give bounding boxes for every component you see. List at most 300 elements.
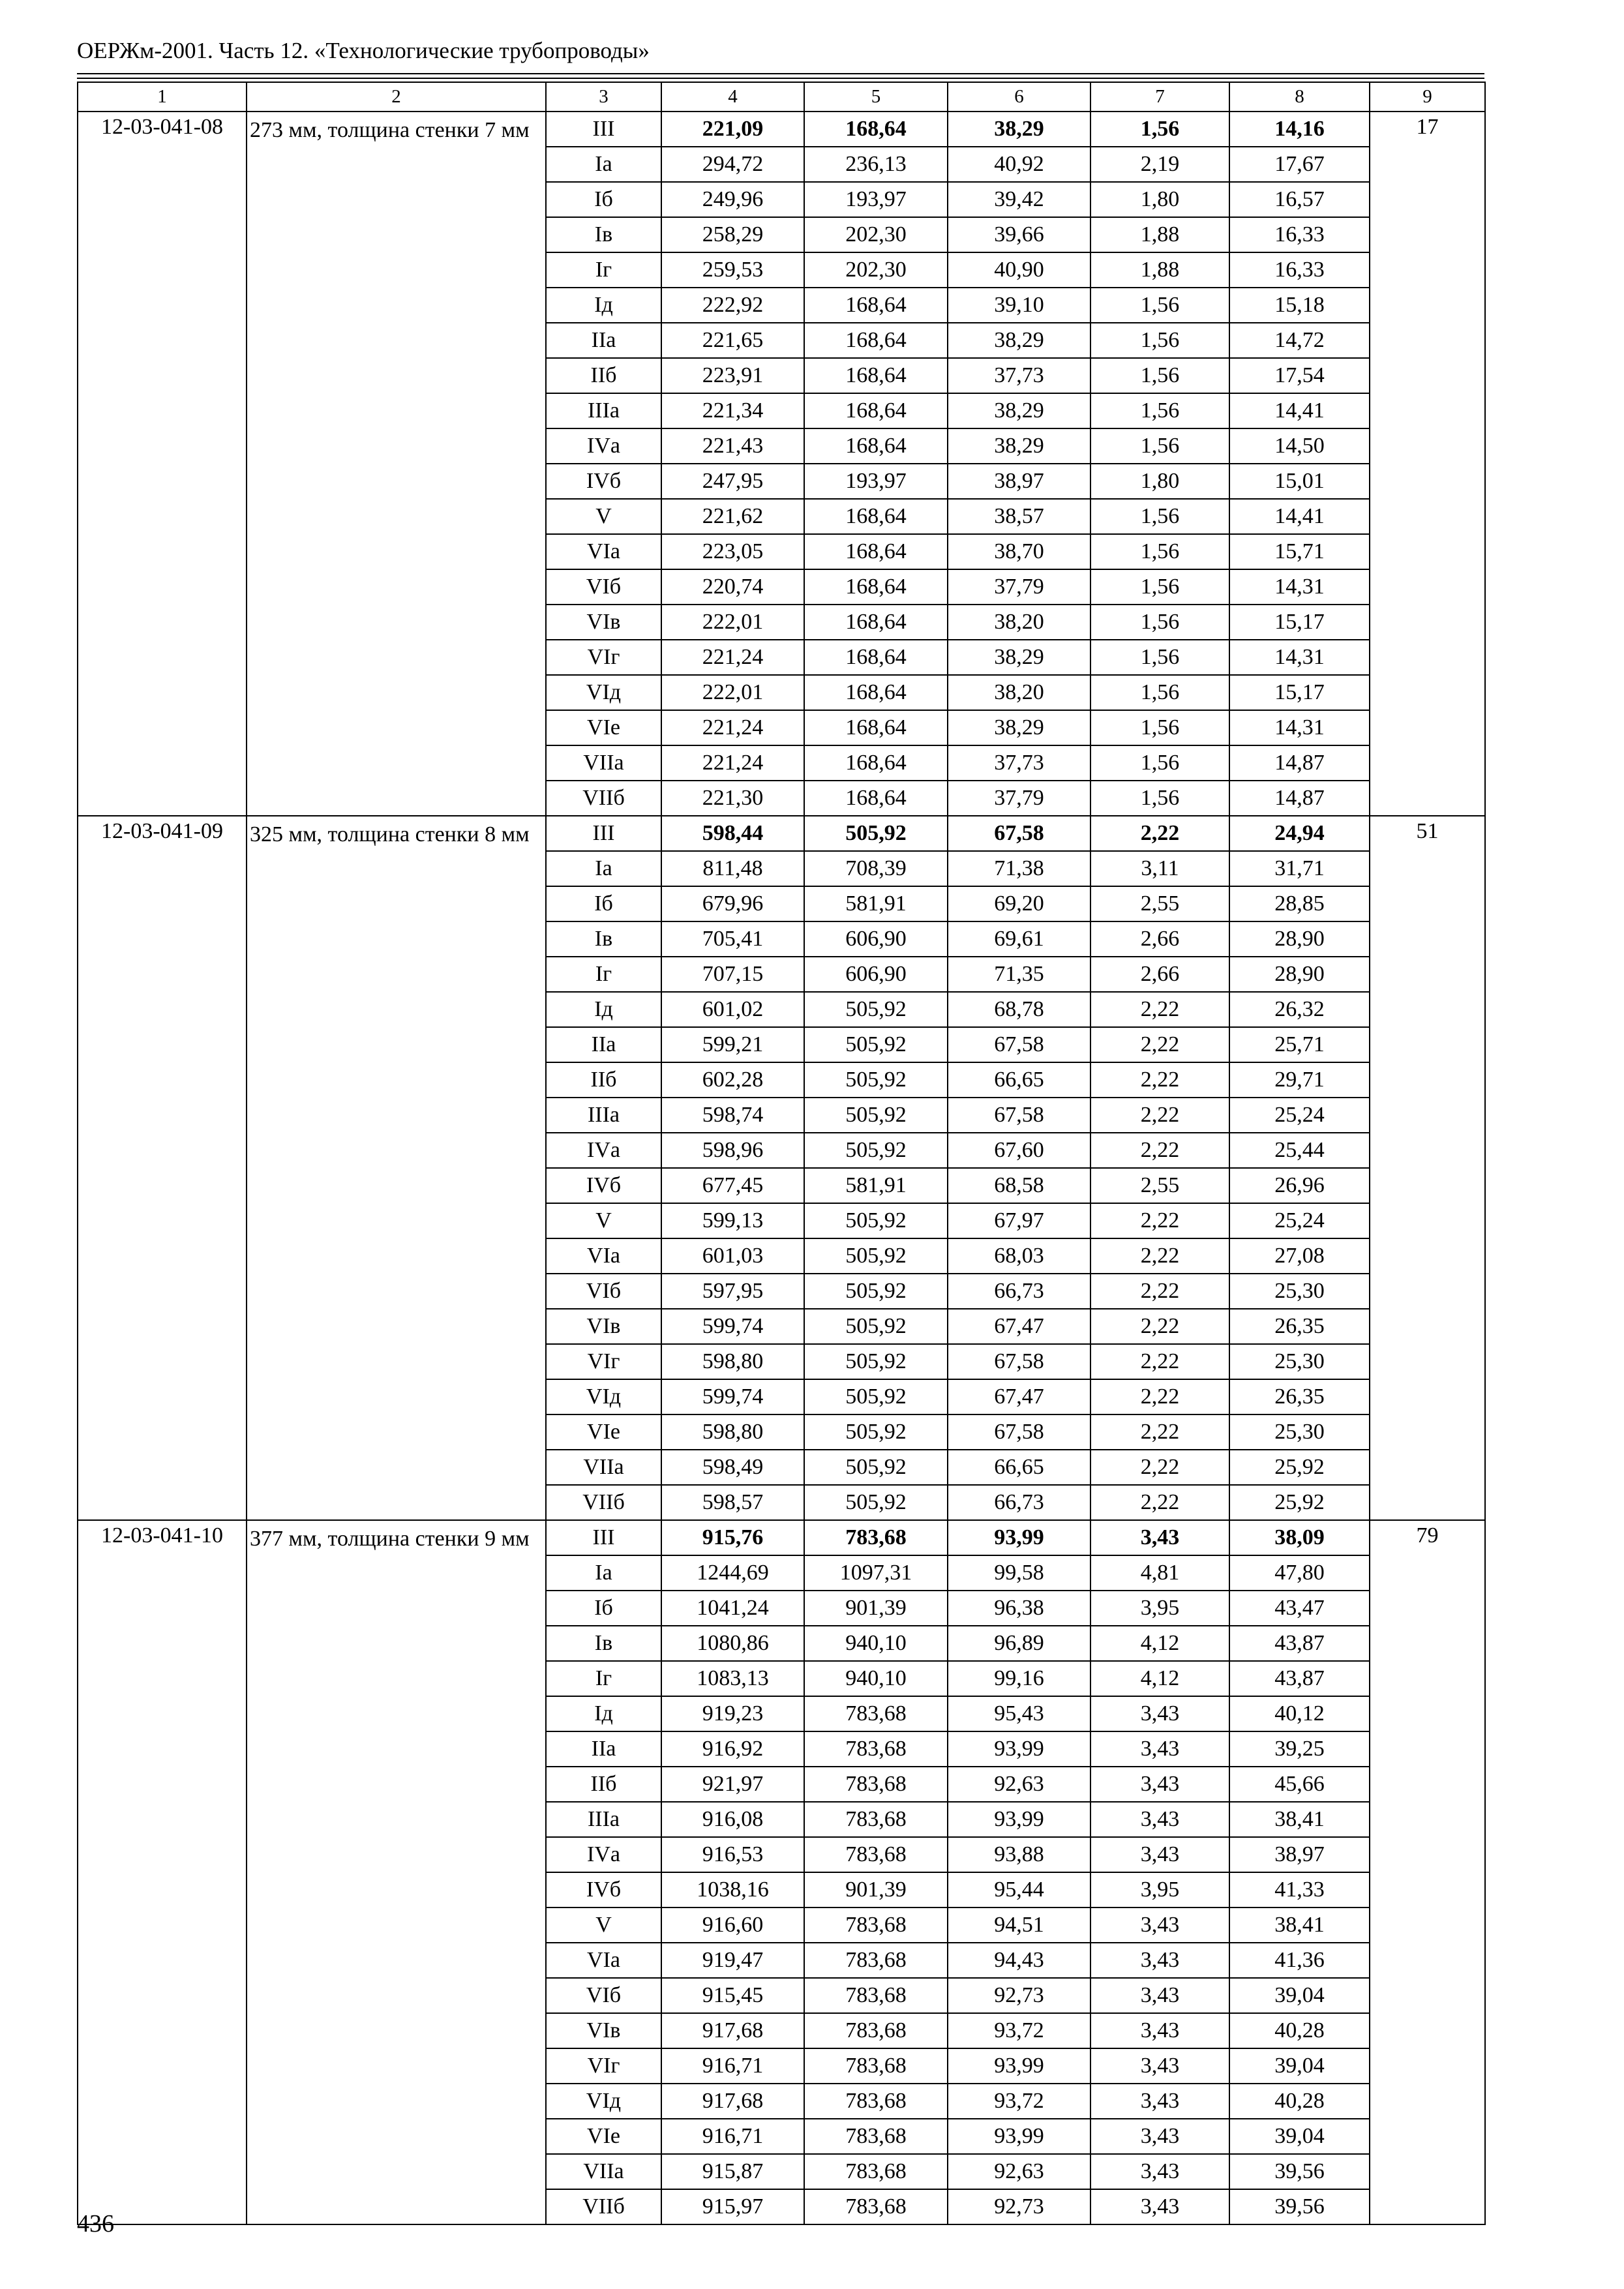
value-cell: 168,64 (804, 393, 948, 428)
value-cell: 39,56 (1229, 2154, 1370, 2189)
value-cell: 247,95 (661, 464, 804, 499)
value-cell: 783,68 (804, 1767, 948, 1802)
value-cell: 25,30 (1229, 1274, 1370, 1309)
value-cell: 67,58 (948, 1344, 1090, 1379)
value-cell: 3,43 (1090, 1767, 1229, 1802)
value-cell: 67,47 (948, 1379, 1090, 1414)
value-cell: 581,91 (804, 886, 948, 921)
value-cell: 1,56 (1090, 640, 1229, 675)
value-cell: 96,38 (948, 1591, 1090, 1626)
value-cell: 93,99 (948, 1520, 1090, 1555)
header-rule-bottom (77, 78, 1484, 79)
column-header: 9 (1370, 82, 1485, 112)
value-cell: 17,54 (1229, 358, 1370, 393)
value-cell: 2,22 (1090, 1274, 1229, 1309)
zone-cell: VIе (546, 2119, 661, 2154)
value-cell: 1,56 (1090, 534, 1229, 569)
value-cell: 3,43 (1090, 1802, 1229, 1837)
zone-cell: Iв (546, 921, 661, 957)
value-cell: 916,53 (661, 1837, 804, 1872)
value-cell: 598,49 (661, 1450, 804, 1485)
value-cell: 599,13 (661, 1203, 804, 1238)
rate-code: 12-03-041-10 (78, 1520, 247, 2224)
value-cell: 38,29 (948, 393, 1090, 428)
value-cell: 783,68 (804, 1837, 948, 1872)
value-cell: 39,10 (948, 288, 1090, 323)
value-cell: 40,90 (948, 252, 1090, 288)
value-cell: 915,76 (661, 1520, 804, 1555)
value-cell: 69,61 (948, 921, 1090, 957)
value-cell: 43,87 (1229, 1626, 1370, 1661)
value-cell: 221,24 (661, 710, 804, 745)
value-cell: 14,87 (1229, 745, 1370, 781)
value-cell: 259,53 (661, 252, 804, 288)
value-cell: 39,04 (1229, 1978, 1370, 2013)
quantity-cell: 17 (1370, 112, 1485, 816)
value-cell: 38,29 (948, 710, 1090, 745)
value-cell: 93,99 (948, 1731, 1090, 1767)
value-cell: 598,57 (661, 1485, 804, 1520)
value-cell: 16,33 (1229, 217, 1370, 252)
zone-cell: IVб (546, 464, 661, 499)
value-cell: 1,56 (1090, 499, 1229, 534)
column-header: 5 (804, 82, 948, 112)
value-cell: 940,10 (804, 1626, 948, 1661)
zone-cell: VIе (546, 1414, 661, 1450)
zone-cell: Iд (546, 288, 661, 323)
value-cell: 505,92 (804, 1027, 948, 1062)
value-cell: 99,16 (948, 1661, 1090, 1696)
value-cell: 221,62 (661, 499, 804, 534)
value-cell: 783,68 (804, 1978, 948, 2013)
value-cell: 25,30 (1229, 1414, 1370, 1450)
value-cell: 221,24 (661, 640, 804, 675)
rate-code: 12-03-041-08 (78, 112, 247, 816)
value-cell: 3,11 (1090, 851, 1229, 886)
zone-cell: VIв (546, 1309, 661, 1344)
value-cell: 71,38 (948, 851, 1090, 886)
zone-cell: VIв (546, 605, 661, 640)
zone-cell: VIIа (546, 1450, 661, 1485)
zone-cell: IIIа (546, 393, 661, 428)
value-cell: 69,20 (948, 886, 1090, 921)
value-cell: 940,10 (804, 1661, 948, 1696)
value-cell: 916,60 (661, 1908, 804, 1943)
value-cell: 14,50 (1229, 428, 1370, 464)
value-cell: 14,41 (1229, 393, 1370, 428)
quantity-cell: 51 (1370, 816, 1485, 1520)
value-cell: 3,43 (1090, 2119, 1229, 2154)
zone-cell: VIIб (546, 781, 661, 816)
value-cell: 38,29 (948, 323, 1090, 358)
value-cell: 38,20 (948, 675, 1090, 710)
value-cell: 599,74 (661, 1309, 804, 1344)
zone-cell: VIг (546, 1344, 661, 1379)
value-cell: 14,31 (1229, 640, 1370, 675)
zone-cell: VIб (546, 1274, 661, 1309)
value-cell: 15,18 (1229, 288, 1370, 323)
value-cell: 598,96 (661, 1133, 804, 1168)
value-cell: 67,97 (948, 1203, 1090, 1238)
value-cell: 677,45 (661, 1168, 804, 1203)
value-cell: 597,95 (661, 1274, 804, 1309)
value-cell: 2,22 (1090, 1309, 1229, 1344)
value-cell: 96,89 (948, 1626, 1090, 1661)
value-cell: 28,90 (1229, 957, 1370, 992)
value-cell: 38,20 (948, 605, 1090, 640)
value-cell: 38,29 (948, 640, 1090, 675)
value-cell: 3,43 (1090, 1837, 1229, 1872)
value-cell: 505,92 (804, 1414, 948, 1450)
zone-cell: III (546, 112, 661, 147)
value-cell: 68,78 (948, 992, 1090, 1027)
value-cell: 3,43 (1090, 1731, 1229, 1767)
value-cell: 707,15 (661, 957, 804, 992)
value-cell: 25,24 (1229, 1203, 1370, 1238)
value-cell: 40,12 (1229, 1696, 1370, 1731)
value-cell: 1,56 (1090, 710, 1229, 745)
value-cell: 916,08 (661, 1802, 804, 1837)
zone-cell: VIд (546, 2084, 661, 2119)
value-cell: 39,42 (948, 182, 1090, 217)
value-cell: 2,22 (1090, 992, 1229, 1027)
value-cell: 95,43 (948, 1696, 1090, 1731)
value-cell: 679,96 (661, 886, 804, 921)
value-cell: 94,43 (948, 1943, 1090, 1978)
zone-cell: IVб (546, 1872, 661, 1908)
zone-cell: IVб (546, 1168, 661, 1203)
value-cell: 40,28 (1229, 2084, 1370, 2119)
value-cell: 168,64 (804, 675, 948, 710)
value-cell: 15,17 (1229, 675, 1370, 710)
value-cell: 38,09 (1229, 1520, 1370, 1555)
value-cell: 223,91 (661, 358, 804, 393)
value-cell: 168,64 (804, 781, 948, 816)
value-cell: 47,80 (1229, 1555, 1370, 1591)
value-cell: 3,43 (1090, 1520, 1229, 1555)
value-cell: 901,39 (804, 1872, 948, 1908)
zone-cell: VIб (546, 569, 661, 605)
value-cell: 24,94 (1229, 816, 1370, 851)
value-cell: 505,92 (804, 816, 948, 851)
value-cell: 2,22 (1090, 1379, 1229, 1414)
value-cell: 15,71 (1229, 534, 1370, 569)
value-cell: 294,72 (661, 147, 804, 182)
value-cell: 4,81 (1090, 1555, 1229, 1591)
value-cell: 38,29 (948, 112, 1090, 147)
value-cell: 26,35 (1229, 1379, 1370, 1414)
value-cell: 94,51 (948, 1908, 1090, 1943)
value-cell: 71,35 (948, 957, 1090, 992)
value-cell: 221,30 (661, 781, 804, 816)
value-cell: 25,30 (1229, 1344, 1370, 1379)
value-cell: 916,92 (661, 1731, 804, 1767)
value-cell: 783,68 (804, 1520, 948, 1555)
value-cell: 168,64 (804, 605, 948, 640)
zone-cell: Iд (546, 992, 661, 1027)
value-cell: 39,04 (1229, 2048, 1370, 2084)
value-cell: 4,12 (1090, 1626, 1229, 1661)
value-cell: 917,68 (661, 2084, 804, 2119)
value-cell: 1,56 (1090, 358, 1229, 393)
value-cell: 505,92 (804, 1450, 948, 1485)
value-cell: 505,92 (804, 1203, 948, 1238)
value-cell: 2,19 (1090, 147, 1229, 182)
value-cell: 2,55 (1090, 1168, 1229, 1203)
column-number-row (78, 82, 1485, 112)
value-cell: 236,13 (804, 147, 948, 182)
value-cell: 14,41 (1229, 499, 1370, 534)
value-cell: 2,22 (1090, 1238, 1229, 1274)
zone-cell: Iв (546, 217, 661, 252)
value-cell: 505,92 (804, 1274, 948, 1309)
page-header-title: ОЕРЖм-2001. Часть 12. «Технологические трубопроводы» (77, 38, 650, 63)
value-cell: 915,97 (661, 2189, 804, 2224)
zone-cell: VIIа (546, 745, 661, 781)
table-body (78, 82, 1485, 2224)
value-cell: 2,22 (1090, 1027, 1229, 1062)
zone-cell: IVа (546, 1133, 661, 1168)
value-cell: 916,71 (661, 2048, 804, 2084)
value-cell: 38,70 (948, 534, 1090, 569)
value-cell: 505,92 (804, 1309, 948, 1344)
value-cell: 783,68 (804, 2189, 948, 2224)
value-cell: 37,79 (948, 569, 1090, 605)
value-cell: 93,72 (948, 2084, 1090, 2119)
zone-cell: VIд (546, 675, 661, 710)
value-cell: 3,43 (1090, 1696, 1229, 1731)
value-cell: 1,56 (1090, 781, 1229, 816)
value-cell: 28,85 (1229, 886, 1370, 921)
zone-cell: VIе (546, 710, 661, 745)
value-cell: 67,58 (948, 1098, 1090, 1133)
value-cell: 93,99 (948, 1802, 1090, 1837)
value-cell: 1097,31 (804, 1555, 948, 1591)
rate-description: 377 мм, толщина стенки 9 мм (247, 1520, 546, 2224)
zone-cell: IVа (546, 428, 661, 464)
value-cell: 168,64 (804, 499, 948, 534)
value-cell: 38,57 (948, 499, 1090, 534)
zone-cell: III (546, 1520, 661, 1555)
value-cell: 1,88 (1090, 217, 1229, 252)
value-cell: 1,56 (1090, 323, 1229, 358)
header-rule-top (77, 73, 1484, 74)
value-cell: 783,68 (804, 2084, 948, 2119)
value-cell: 39,04 (1229, 2119, 1370, 2154)
value-cell: 505,92 (804, 1344, 948, 1379)
value-cell: 39,56 (1229, 2189, 1370, 2224)
value-cell: 1,56 (1090, 569, 1229, 605)
zone-cell: IIIа (546, 1802, 661, 1837)
zone-cell: VIIа (546, 2154, 661, 2189)
zone-cell: IIб (546, 1767, 661, 1802)
value-cell: 901,39 (804, 1591, 948, 1626)
table-row (78, 816, 1485, 851)
rate-description: 273 мм, толщина стенки 7 мм (247, 112, 546, 816)
value-cell: 505,92 (804, 1062, 948, 1098)
value-cell: 598,74 (661, 1098, 804, 1133)
value-cell: 93,88 (948, 1837, 1090, 1872)
value-cell: 66,65 (948, 1062, 1090, 1098)
quantity-cell: 79 (1370, 1520, 1485, 2224)
zone-cell: IIб (546, 1062, 661, 1098)
value-cell: 16,57 (1229, 182, 1370, 217)
value-cell: 67,47 (948, 1309, 1090, 1344)
column-header: 2 (247, 82, 546, 112)
value-cell: 598,80 (661, 1344, 804, 1379)
value-cell: 40,92 (948, 147, 1090, 182)
value-cell: 3,43 (1090, 2154, 1229, 2189)
value-cell: 93,72 (948, 2013, 1090, 2048)
value-cell: 919,47 (661, 1943, 804, 1978)
value-cell: 168,64 (804, 288, 948, 323)
zone-cell: Iа (546, 851, 661, 886)
value-cell: 2,22 (1090, 1414, 1229, 1450)
value-cell: 708,39 (804, 851, 948, 886)
value-cell: 25,92 (1229, 1450, 1370, 1485)
value-cell: 3,43 (1090, 2013, 1229, 2048)
value-cell: 168,64 (804, 534, 948, 569)
zone-cell: IVа (546, 1837, 661, 1872)
value-cell: 67,60 (948, 1133, 1090, 1168)
value-cell: 38,97 (1229, 1837, 1370, 1872)
value-cell: 93,99 (948, 2119, 1090, 2154)
zone-cell: III (546, 816, 661, 851)
value-cell: 67,58 (948, 816, 1090, 851)
value-cell: 3,43 (1090, 1908, 1229, 1943)
price-table (77, 82, 1486, 2225)
value-cell: 783,68 (804, 2013, 948, 2048)
value-cell: 917,68 (661, 2013, 804, 2048)
value-cell: 31,71 (1229, 851, 1370, 886)
value-cell: 783,68 (804, 1908, 948, 1943)
value-cell: 1,56 (1090, 288, 1229, 323)
column-header: 3 (546, 82, 661, 112)
zone-cell: VIг (546, 2048, 661, 2084)
value-cell: 221,24 (661, 745, 804, 781)
value-cell: 783,68 (804, 1802, 948, 1837)
value-cell: 3,43 (1090, 2084, 1229, 2119)
value-cell: 66,73 (948, 1274, 1090, 1309)
value-cell: 93,99 (948, 2048, 1090, 2084)
value-cell: 202,30 (804, 252, 948, 288)
value-cell: 505,92 (804, 1485, 948, 1520)
column-header: 1 (78, 82, 247, 112)
zone-cell: Iг (546, 252, 661, 288)
zone-cell: VIв (546, 2013, 661, 2048)
value-cell: 249,96 (661, 182, 804, 217)
table-row (78, 112, 1485, 147)
value-cell: 2,22 (1090, 1344, 1229, 1379)
value-cell: 3,43 (1090, 1943, 1229, 1978)
value-cell: 921,97 (661, 1767, 804, 1802)
value-cell: 16,33 (1229, 252, 1370, 288)
value-cell: 168,64 (804, 710, 948, 745)
value-cell: 168,64 (804, 569, 948, 605)
value-cell: 1,56 (1090, 675, 1229, 710)
zone-cell: Iд (546, 1696, 661, 1731)
zone-cell: IIIа (546, 1098, 661, 1133)
value-cell: 598,80 (661, 1414, 804, 1450)
value-cell: 3,43 (1090, 2048, 1229, 2084)
value-cell: 168,64 (804, 640, 948, 675)
value-cell: 1080,86 (661, 1626, 804, 1661)
value-cell: 221,09 (661, 112, 804, 147)
value-cell: 41,36 (1229, 1943, 1370, 1978)
zone-cell: V (546, 1203, 661, 1238)
value-cell: 606,90 (804, 957, 948, 992)
value-cell: 67,58 (948, 1027, 1090, 1062)
value-cell: 92,73 (948, 1978, 1090, 2013)
value-cell: 15,01 (1229, 464, 1370, 499)
value-cell: 168,64 (804, 745, 948, 781)
value-cell: 915,45 (661, 1978, 804, 2013)
zone-cell: Iб (546, 182, 661, 217)
value-cell: 602,28 (661, 1062, 804, 1098)
value-cell: 783,68 (804, 2048, 948, 2084)
value-cell: 1,56 (1090, 428, 1229, 464)
value-cell: 26,96 (1229, 1168, 1370, 1203)
value-cell: 601,02 (661, 992, 804, 1027)
value-cell: 221,43 (661, 428, 804, 464)
zone-cell: Iа (546, 1555, 661, 1591)
zone-cell: IIа (546, 323, 661, 358)
value-cell: 221,34 (661, 393, 804, 428)
value-cell: 606,90 (804, 921, 948, 957)
rate-description: 325 мм, толщина стенки 8 мм (247, 816, 546, 1520)
value-cell: 168,64 (804, 428, 948, 464)
value-cell: 2,66 (1090, 957, 1229, 992)
value-cell: 2,22 (1090, 1133, 1229, 1168)
value-cell: 258,29 (661, 217, 804, 252)
table-row (78, 1520, 1485, 1555)
value-cell: 26,32 (1229, 992, 1370, 1027)
value-cell: 220,74 (661, 569, 804, 605)
zone-cell: VIг (546, 640, 661, 675)
zone-cell: Iг (546, 957, 661, 992)
rate-code: 12-03-041-09 (78, 816, 247, 1520)
zone-cell: VIб (546, 1978, 661, 2013)
zone-cell: VIIб (546, 2189, 661, 2224)
value-cell: 38,41 (1229, 1802, 1370, 1837)
value-cell: 14,31 (1229, 710, 1370, 745)
value-cell: 1041,24 (661, 1591, 804, 1626)
value-cell: 783,68 (804, 2119, 948, 2154)
value-cell: 2,22 (1090, 1062, 1229, 1098)
value-cell: 222,01 (661, 605, 804, 640)
value-cell: 783,68 (804, 2154, 948, 2189)
value-cell: 2,22 (1090, 1098, 1229, 1133)
value-cell: 193,97 (804, 182, 948, 217)
value-cell: 2,22 (1090, 1203, 1229, 1238)
value-cell: 505,92 (804, 1379, 948, 1414)
value-cell: 1038,16 (661, 1872, 804, 1908)
value-cell: 1244,69 (661, 1555, 804, 1591)
value-cell: 505,92 (804, 992, 948, 1027)
column-header: 6 (948, 82, 1090, 112)
value-cell: 14,87 (1229, 781, 1370, 816)
value-cell: 601,03 (661, 1238, 804, 1274)
value-cell: 37,79 (948, 781, 1090, 816)
value-cell: 916,71 (661, 2119, 804, 2154)
zone-cell: IIа (546, 1731, 661, 1767)
value-cell: 193,97 (804, 464, 948, 499)
page-number: 436 (77, 2210, 114, 2237)
value-cell: 14,31 (1229, 569, 1370, 605)
value-cell: 2,22 (1090, 1450, 1229, 1485)
value-cell: 1083,13 (661, 1661, 804, 1696)
value-cell: 43,87 (1229, 1661, 1370, 1696)
